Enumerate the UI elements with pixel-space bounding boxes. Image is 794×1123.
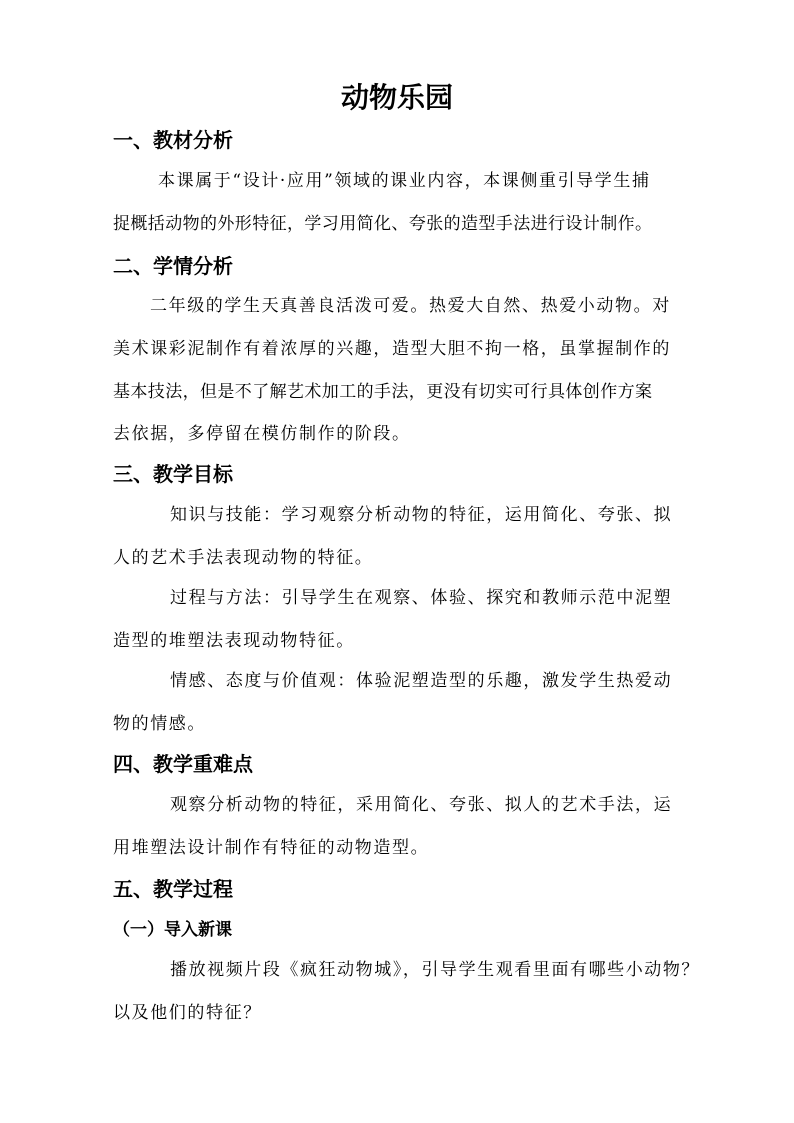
section-heading-teaching-goals: 三、教学目标 [113, 462, 233, 486]
document-title: 动物乐园 [340, 81, 453, 114]
section-heading-teaching-process: 五、教学过程 [113, 877, 233, 901]
paragraph-line: 以及他们的特征？ [113, 1003, 262, 1023]
section-heading-textbook-analysis: 一、教材分析 [113, 128, 233, 152]
section-heading-learner-analysis: 二、学情分析 [113, 254, 233, 278]
paragraph-line: 播放视频片段《疯狂动物城》，引导学生观看里面有哪些小动物？ [170, 960, 700, 980]
paragraph-line: 用堆塑法设计制作有特征的动物造型。 [113, 838, 430, 858]
paragraph-line: 本课属于“设计·应用”领域的课业内容，本课侧重引导学生捕 [158, 171, 651, 191]
subsection-heading-introduction: （一）导入新课 [113, 920, 232, 940]
paragraph-line: 美术课彩泥制作有着浓厚的兴趣，造型大胆不拘一格，虽掌握制作的 [113, 339, 671, 359]
paragraph-line: 二年级的学生天真善良活泼可爱。热爱大自然、热爱小动物。对 [150, 296, 671, 316]
section-heading-key-difficult-points: 四、教学重难点 [113, 752, 253, 776]
paragraph-line: 去依据，多停留在模仿制作的阶段。 [113, 424, 411, 444]
paragraph-line: 过程与方法：引导学生在观察、体验、探究和教师示范中泥塑 [170, 588, 673, 608]
paragraph-line: 知识与技能：学习观察分析动物的特征，运用简化、夸张、拟 [170, 505, 673, 525]
paragraph-line: 观察分析动物的特征，采用简化、夸张、拟人的艺术手法，运 [170, 795, 673, 815]
paragraph-line: 基本技法，但是不了解艺术加工的手法，更没有切实可行具体创作方案 [113, 382, 653, 402]
paragraph-line: 物的情感。 [113, 714, 206, 734]
paragraph-line: 人的艺术手法表现动物的特征。 [113, 548, 374, 568]
paragraph-line: 造型的堆塑法表现动物特征。 [113, 631, 355, 651]
paragraph-line: 捉概括动物的外形特征，学习用简化、夸张的造型手法进行设计制作。 [113, 214, 653, 234]
paragraph-line: 情感、态度与价值观：体验泥塑造型的乐趣，激发学生热爱动 [170, 671, 673, 691]
